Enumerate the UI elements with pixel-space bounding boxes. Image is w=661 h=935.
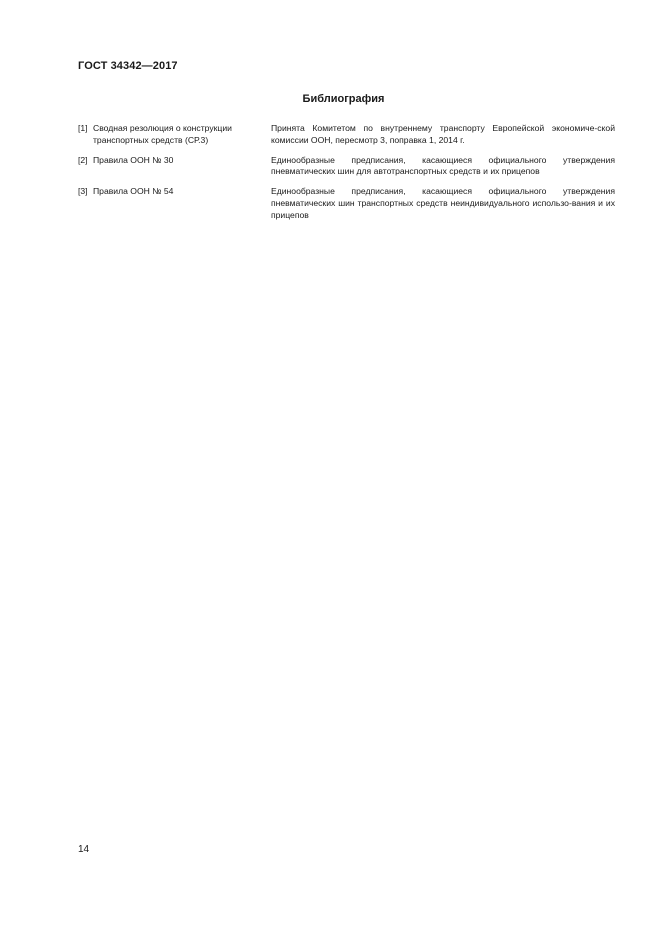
bibliography-entry <box>78 123 615 147</box>
page-number: 14 <box>78 844 90 855</box>
bibliography-entry <box>78 186 615 221</box>
entry-number: [1] <box>78 123 88 133</box>
bibliography-title: Библиография <box>302 93 385 105</box>
entry-source: Правила ООН № 30 <box>93 154 174 165</box>
entry-description: Принята Комитетом по внутреннему транспорту Европейской экономиче-ской комиссии ООН, пересмотр 3, поправка 1, 2014 г. <box>271 123 615 145</box>
entry-description: Единообразные предписания, касающиеся официального утверждения пневматических шин транспортных средств неиндивидуального использо-вания и их прицепов <box>271 186 615 220</box>
entry-description: Единообразные предписания, касающиеся официального утверждения пневматических шин для автотранспортных средств и их прицепов <box>271 154 615 177</box>
bibliography-list <box>78 123 615 230</box>
entry-source: Правила ООН № 54 <box>93 186 174 197</box>
entry-number: [3] <box>78 186 88 197</box>
bibliography-entry <box>78 155 615 179</box>
entry-source: Сводная резолюция о конструкции транспортных средств (СР.3) <box>93 123 232 145</box>
entry-number: [2] <box>78 154 88 165</box>
document-code: ГОСТ 34342—2017 <box>78 60 178 72</box>
